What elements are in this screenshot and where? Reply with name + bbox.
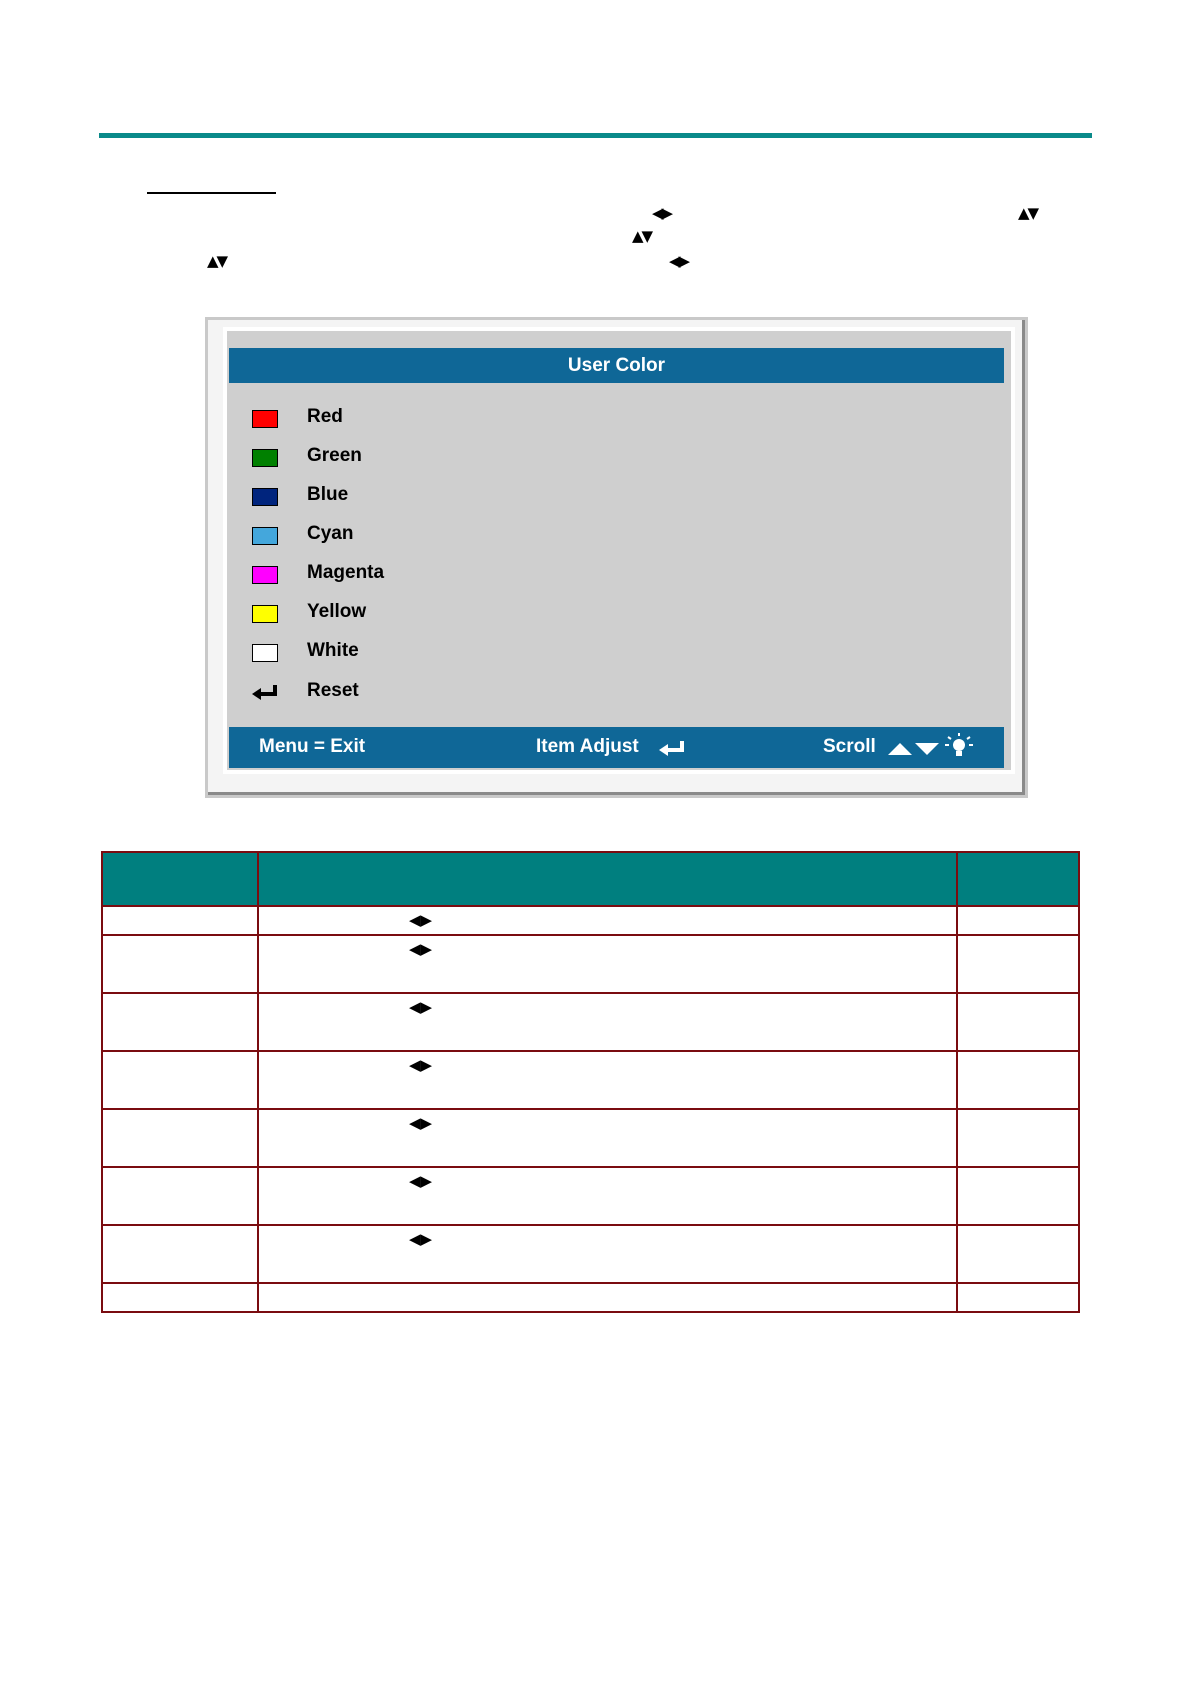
table-row bbox=[102, 1225, 1079, 1283]
menu-exit-hint: Menu = Exit bbox=[259, 736, 366, 757]
osd-item-label: White bbox=[307, 640, 359, 661]
osd-item-label: Cyan bbox=[307, 523, 354, 544]
left-right-arrow-icon: ◀▶ bbox=[409, 941, 433, 958]
enter-icon bbox=[252, 684, 280, 702]
osd-item-label: Red bbox=[307, 406, 343, 427]
left-right-arrow-icon: ◀▶ bbox=[409, 912, 433, 929]
osd-item-blue[interactable] bbox=[252, 486, 278, 508]
color-swatch bbox=[252, 410, 278, 428]
table-header-row bbox=[102, 852, 1079, 906]
left-right-arrow-icon: ◀▶ bbox=[409, 999, 433, 1016]
table-header-cell bbox=[258, 852, 957, 906]
osd-item-reset[interactable] bbox=[252, 682, 280, 704]
osd-menu-panel bbox=[223, 327, 1015, 774]
item-adjust-hint: Item Adjust bbox=[536, 736, 639, 757]
table-row bbox=[102, 1051, 1079, 1109]
osd-item-label: Green bbox=[307, 445, 362, 466]
osd-item-label: Magenta bbox=[307, 562, 385, 583]
table-header-cell bbox=[102, 852, 258, 906]
osd-item-magenta[interactable] bbox=[252, 564, 278, 586]
table-row bbox=[102, 935, 1079, 993]
osd-menu-title: User Color bbox=[229, 348, 1004, 383]
osd-item-red[interactable] bbox=[252, 408, 278, 430]
color-swatch bbox=[252, 605, 278, 623]
table-row bbox=[102, 906, 1079, 935]
section-heading-underline bbox=[147, 192, 276, 194]
left-right-arrow-icon: ◀▶ bbox=[409, 1115, 433, 1132]
left-right-arrow-icon: ◀▶ bbox=[409, 1057, 433, 1074]
osd-item-yellow[interactable] bbox=[252, 603, 278, 625]
osd-item-green[interactable] bbox=[252, 447, 278, 469]
color-swatch bbox=[252, 566, 278, 584]
osd-footer-bar bbox=[229, 727, 1004, 768]
lightbulb-icon bbox=[945, 733, 973, 761]
osd-item-label: Reset bbox=[307, 680, 359, 701]
up-down-arrow-icon: ▲▼ bbox=[632, 227, 652, 245]
color-swatch bbox=[252, 527, 278, 545]
osd-item-cyan[interactable] bbox=[252, 525, 278, 547]
scroll-hint: Scroll bbox=[823, 736, 876, 757]
table-header-cell bbox=[957, 852, 1079, 906]
table-row bbox=[102, 1109, 1079, 1167]
up-down-arrow-icon: ▲▼ bbox=[1018, 204, 1038, 222]
osd-item-label: Blue bbox=[307, 484, 349, 505]
table-row bbox=[102, 1167, 1079, 1225]
table-row bbox=[102, 993, 1079, 1051]
osd-item-label: Yellow bbox=[307, 601, 367, 622]
color-swatch bbox=[252, 449, 278, 467]
header-rule bbox=[99, 133, 1092, 138]
color-swatch bbox=[252, 488, 278, 506]
enter-icon bbox=[659, 741, 687, 757]
user-color-settings-table bbox=[101, 851, 1080, 1313]
left-right-arrow-icon: ◀▶ bbox=[652, 204, 672, 222]
left-right-arrow-icon: ◀▶ bbox=[409, 1173, 433, 1190]
left-right-arrow-icon: ◀▶ bbox=[669, 252, 689, 270]
left-right-arrow-icon: ◀▶ bbox=[409, 1231, 433, 1248]
scroll-arrows-icon bbox=[888, 741, 940, 757]
table-row bbox=[102, 1283, 1079, 1312]
osd-item-white[interactable] bbox=[252, 642, 278, 664]
color-swatch bbox=[252, 644, 278, 662]
up-down-arrow-icon: ▲▼ bbox=[207, 252, 227, 270]
